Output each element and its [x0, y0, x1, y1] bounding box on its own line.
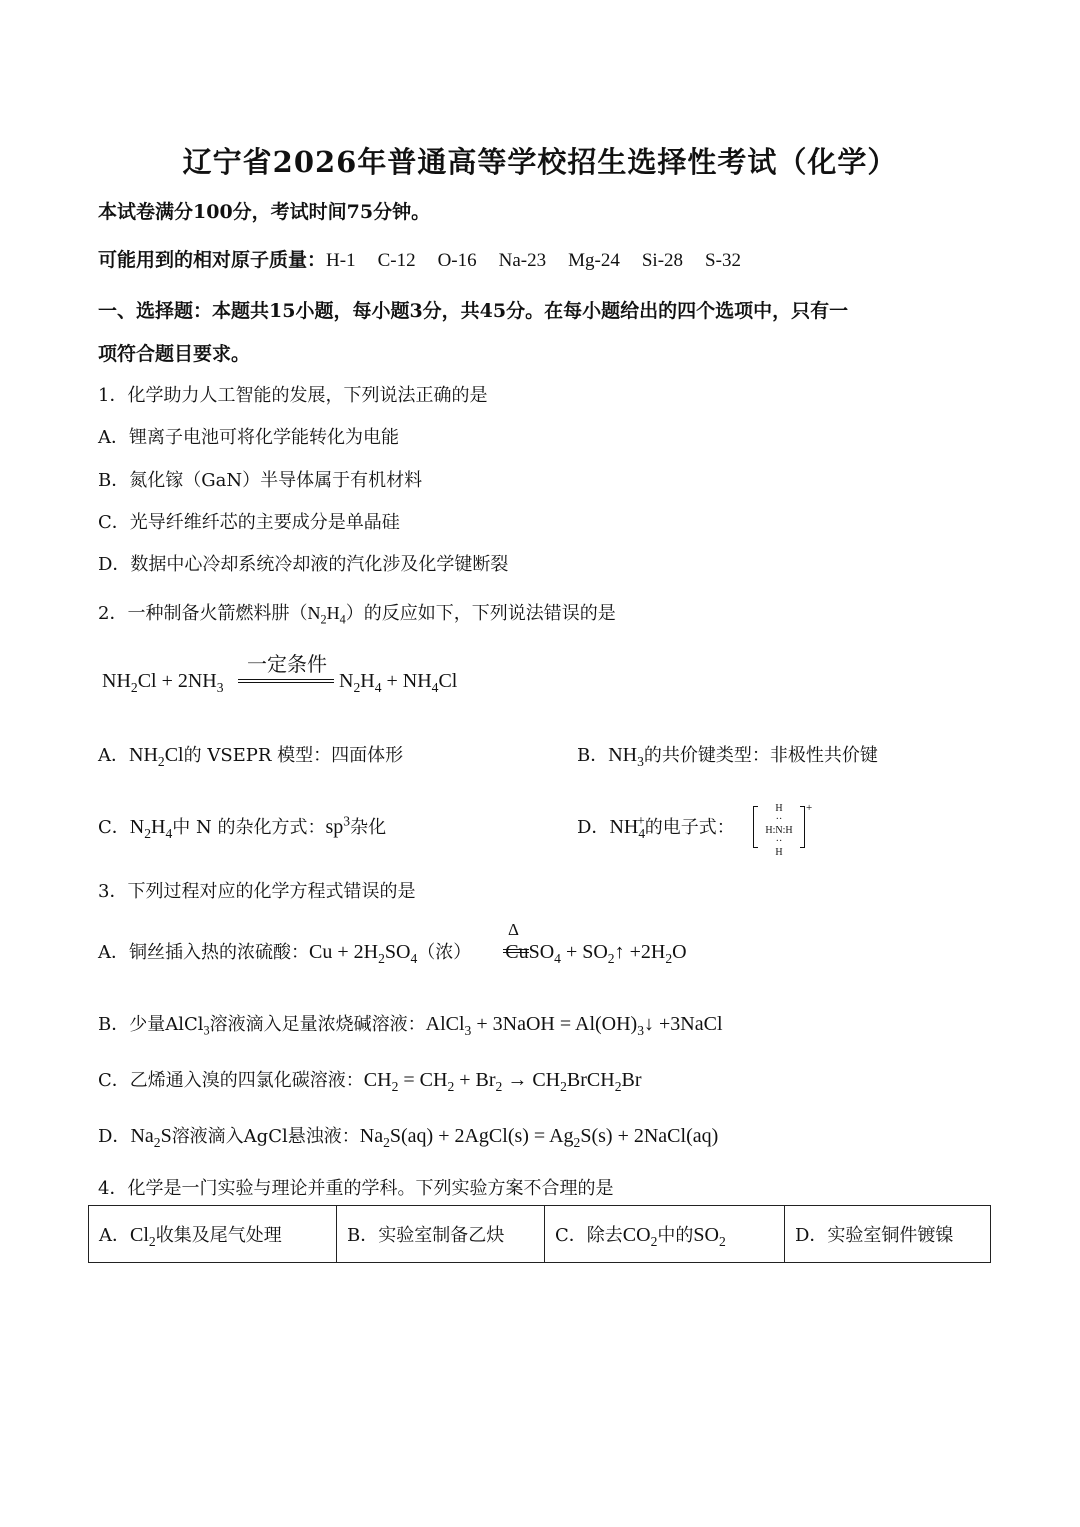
q3-option-b: B．少量AlCl$_3$溶液滴入足量浓烧碱溶液：AlCl$_3$ + 3NaOH = $Al(OH)_3↓$ +3NaCl	[98, 1013, 723, 1038]
q3-stem: 3．下列过程对应的化学方程式错误的是	[98, 881, 416, 902]
atomic-mass-o: O-16	[437, 250, 477, 271]
q2-eq-double-bar	[238, 679, 334, 683]
q1-stem: 1．化学助力人工智能的发展，下列说法正确的是	[98, 385, 488, 406]
section-heading-line2: 项符合题目要求。	[98, 343, 251, 365]
atomic-mass-na: Na-23	[498, 250, 547, 271]
q1-option-b: B．氮化镓（GaN）半导体属于有机材料	[98, 470, 423, 491]
section-heading-line1: 一、选择题：本题共15小题，每小题3分，共45分。在每小题给出的四个选项中，只有一	[98, 300, 849, 322]
q2-eq-condition: 一定条件	[247, 652, 327, 676]
atomic-mass-mg: Mg-24	[568, 250, 620, 271]
q3-delta: Δ	[508, 920, 519, 939]
exam-info: 本试卷满分100分，考试时间75分钟。	[98, 201, 431, 223]
q2-stem: 2．一种制备火箭燃料肼$(N_2H_4)$的反应如下，下列说法错误的是	[98, 603, 616, 627]
atomic-mass-c: C-12	[377, 250, 416, 271]
q1-option-a: A．锂离子电池可将化学能转化为电能	[98, 427, 399, 448]
q4-option-c: C．除去$CO_2$中的$SO_2$	[545, 1206, 785, 1263]
atomic-mass-s: S-32	[705, 250, 741, 271]
q4-option-d: D．实验室铜件镀镍	[785, 1206, 991, 1263]
q2-option-b: B．$NH_3$的共价键类型：非极性共价键	[577, 744, 878, 769]
q2-eq-right: $N_2H_4 + NH_4Cl$	[339, 670, 458, 695]
q2-option-a: A．$NH_2Cl$的 VSEPR 模型：四面体形	[98, 744, 404, 769]
q4-stem: 4．化学是一门实验与理论并重的学科。下列实验方案不合理的是	[98, 1178, 614, 1199]
q2-option-c: C．$N_2H_4$中 N 的杂化方式：$sp^3$杂化	[98, 813, 387, 841]
q3-a-double-bar	[503, 949, 529, 953]
q3-option-c: C．乙烯通入溴的四氯化碳溶液：$CH_2 = CH_2 + Br_2$ → $CH_2BrCH_2Br$	[98, 1069, 642, 1094]
q2-eq-left: $NH_2Cl + 2NH_3$	[102, 670, 224, 695]
exam-title: 辽宁省2026年普通高等学校招生选择性考试（化学）	[182, 145, 898, 179]
q4-option-a: A．$Cl_2$收集及尾气处理	[89, 1206, 337, 1263]
q3-option-a: A．铜丝插入热的浓硫酸：$Cu + 2H_2SO_4$（浓） CuSO$_4$ + $SO_2↑ +2H_2O$	[98, 941, 687, 966]
q2-option-d: D．$NH_4^+$的电子式：	[577, 813, 735, 841]
q1-option-d: D．数据中心冷却系统冷却液的汽化涉及化学键断裂	[98, 554, 509, 575]
q3-option-d: D．$Na_2S$溶液滴入AgCl悬浊液：$Na_2S(aq)$ + 2AgCl(s) = $Ag_2S(s)$ + 2NaCl(aq)	[98, 1125, 719, 1150]
atomic-mass-line	[98, 245, 741, 272]
atomic-mass-label: 可能用到的相对原子质量：	[98, 249, 327, 271]
q4-options-table	[88, 1205, 991, 1263]
atomic-mass-si: Si-28	[641, 250, 684, 271]
q1-option-c: C．光导纤维纤芯的主要成分是单晶硅	[98, 512, 400, 533]
exam-page: 辽宁省2026年普通高等学校招生选择性考试（化学） 本试卷满分100分，考试时间75分钟。 可能用到的相对原子质量：H-1 C-12 O-16 Na-23 Mg-24 Si-28 S-32 一、选择题：本题共15小题，每小题3分，共45分。在每小题给出的四个选项中，只有一 项符合题目要求。 1．化学助力人工智能的发展，下列说法正确的是 A．锂离子电池可将化学能转化为电能 B．氮化镓（GaN）半导体属于有机材料 C．光导纤维纤芯的主要成分是单晶硅 D．数据中心冷却系统冷却液的汽化涉及化学键断裂 2．一种制备火箭燃料肼$(N_2H_4)$的反应如下，下列说法错误的是 $NH_2Cl + 2NH_3$ 一定条件 $N_2H_4 + NH_4Cl$ A．$NH_2Cl$的 VSEPR 模型：四面体形 B．$NH_3$的共价键类型：非极性共价键 C．$N_2H_4$中 N 的杂化方式：$sp^3$杂化 D．$NH_4^+$的电子式： H ·· H:N:H ·· H + 3．下列过程对应的化学方程式错误的是 A．铜丝插入热的浓硫酸：$Cu + 2H_2SO_4$（浓） CuSO$_4$ + $SO_2↑ +2H_2O$ Δ B．少量AlCl$_3$溶液滴入足量浓烧碱溶液：AlCl$_3$ + 3NaOH = $Al(OH)_3↓$ +3NaCl C．乙烯通入溴的四氯化碳溶液：$CH_2 = CH_2 + Br_2$ → $CH_2BrCH_2Br$ D．$Na_2S$溶液滴入AgCl悬浊液：$Na_2S(aq)$ + 2AgCl(s) = $Ag_2S(s)$ + 2NaCl(aq) 4．化学是一门实验与理论并重的学科。下列实验方案不合理的是 A．$Cl_2$收集及尾气处理 B．实验室制备乙炔 C．除去$CO_2$中的$SO_2$ D．实验室铜件镀镍	[0, 0, 1080, 1527]
q4-option-b: B．实验室制备乙炔	[337, 1206, 545, 1263]
formula-n2h4: $N_2H_4$	[307, 603, 346, 627]
atomic-mass-h: H-1	[326, 250, 356, 271]
